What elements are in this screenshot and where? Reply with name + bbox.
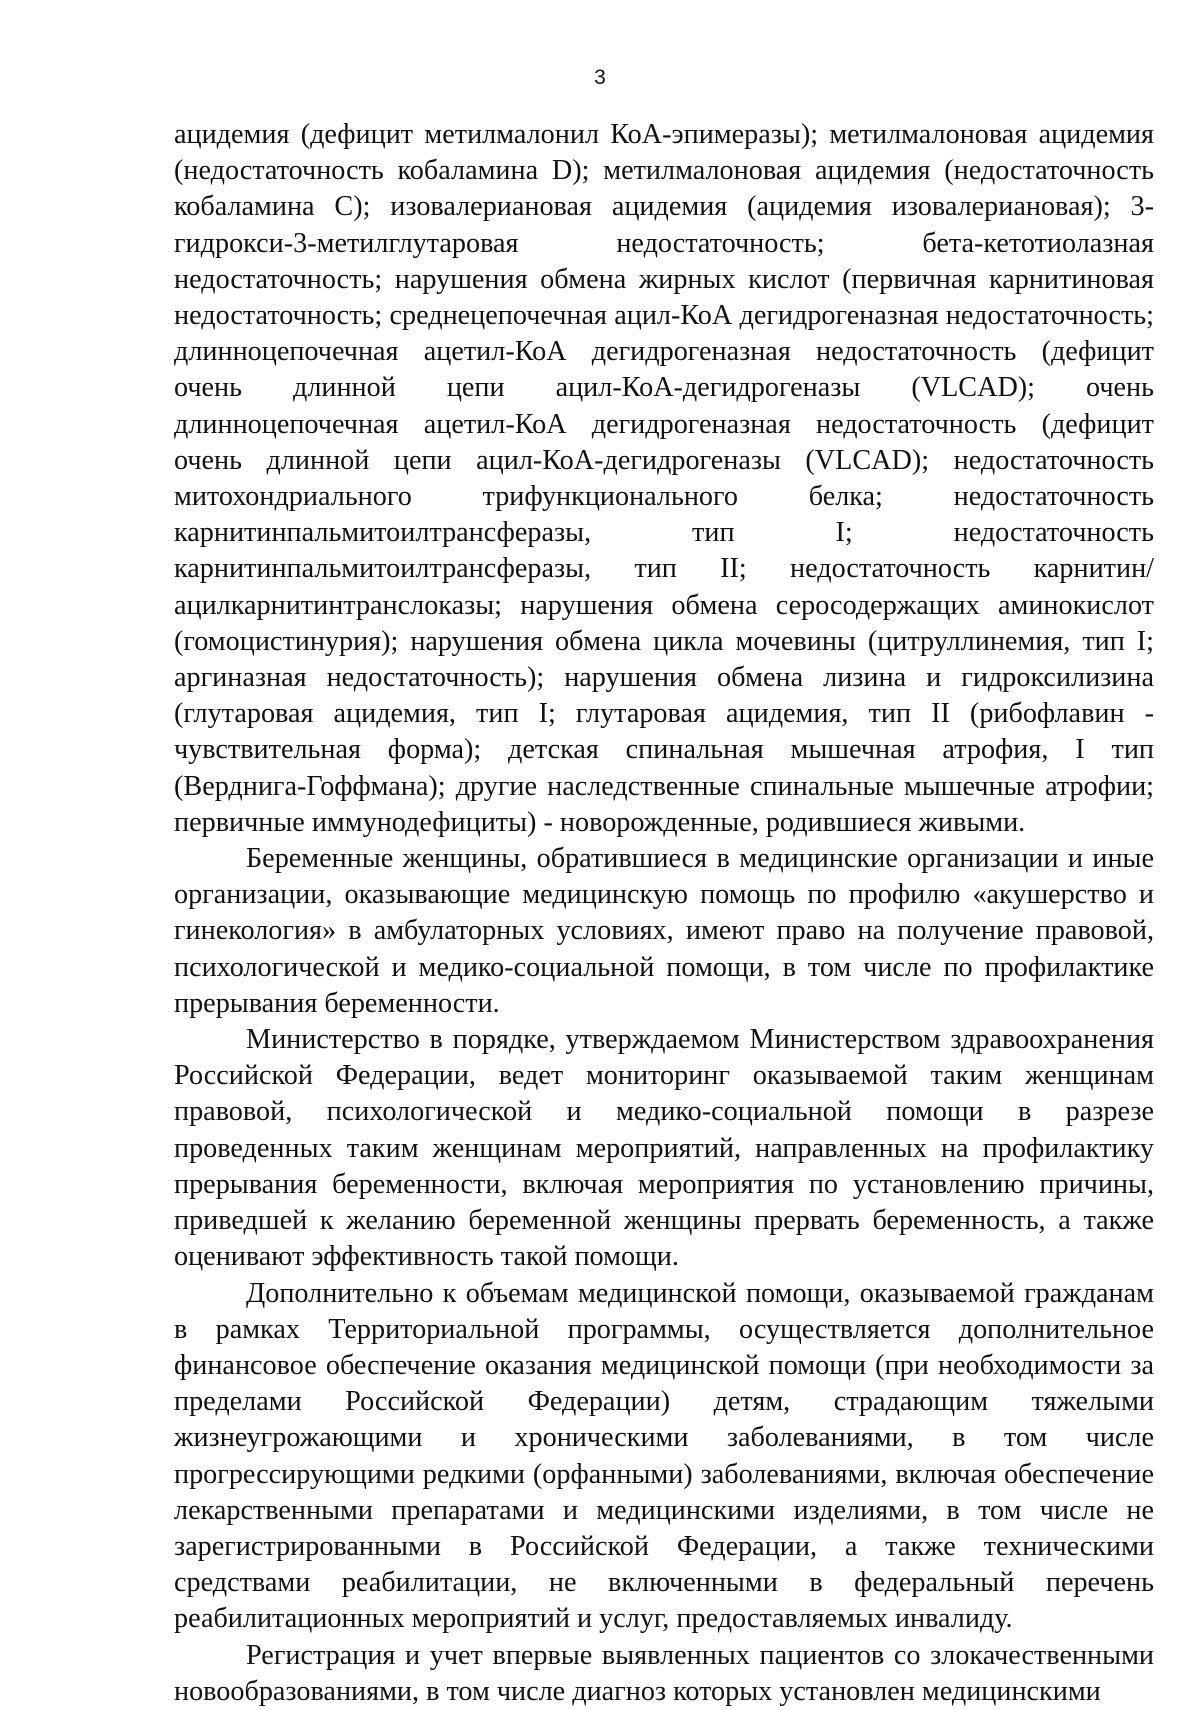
paragraph-pregnant-women-help: Беременные женщины, обратившиеся в медицинские организации и иные организации, оказывающие медицинскую помощь по профилю «акушерство и гинекология» в амбулаторных условиях, имеют право на получение правовой, психологической и медико-социальной помощи, в том числе по профилактике прерывания беременности.	[174, 843, 1154, 1019]
body-text	[174, 117, 1154, 1710]
paragraph-continued-disease-list: ацидемия (дефицит метилмалонил КоА-эпимеразы); метилмалоновая ацидемия (недостаточность кобаламина D); метилмалоновая ацидемия (недостаточность кобаламина C); изовалериановая ацидемия (ацидемия изовалериановая); 3-гидрокси-3-метилглутаровая недостаточность; бета-кетотиолазная недостаточность; нарушения обмена жирных кислот (первичная карнитиновая недостаточность; среднецепочечная ацил-КоА дегидрогеназная недостаточность; длинноцепочечная ацетил-КоА дегидрогеназная недостаточность (дефицит очень длинной цепи ацил-КоА-дегидрогеназы (VLCAD); очень длинноцепочечная ацетил-КоА дегидрогеназная недостаточность (дефицит очень длинной цепи ацил-КоА-дегидрогеназы (VLCAD); недостаточность митохондриального трифункционального белка; недостаточность карнитинпальмитоилтрансферазы, тип I; недостаточность карнитинпальмитоилтрансферазы, тип II; недостаточность карнитин/ацилкарнитинтранслоказы; нарушения обмена серосодержащих аминокислот (гомоцистинурия); нарушения обмена цикла мочевины (цитруллинемия, тип I; аргиназная недостаточность); нарушения обмена лизина и гидроксилизина (глутаровая ацидемия, тип I; глутаровая ацидемия, тип II (рибофлавин - чувствительная форма); детская спинальная мышечная атрофия, I тип (Верднига-Гоффмана); другие наследственные спинальные мышечные атрофии; первичные иммунодефициты) - новорожденные, родившиеся живыми.	[174, 119, 1154, 838]
page-number: 3	[594, 66, 606, 89]
paragraph-ministry-monitoring: Министерство в порядке, утверждаемом Министерством здравоохранения Российской Федерации, ведет мониторинг оказываемой таким женщинам правовой, психологической и медико-социальной помощи в разрезе проведенных таким женщинам мероприятий, направленных на профилактику прерывания беременности, включая мероприятия по установлению причины, приведшей к желанию беременной женщины прервать беременность, а также оценивают эффективность такой помощи.	[174, 1024, 1154, 1273]
paragraph-additional-financing: Дополнительно к объемам медицинской помощи, оказываемой гражданам в рамках Территориальной программы, осуществляется дополнительное финансовое обеспечение оказания медицинской помощи (при необходимости за пределами Российской Федерации) детям, страдающим тяжелыми жизнеугрожающими и хроническими заболеваниями, в том числе прогрессирующими редкими (орфанными) заболеваниями, включая обеспечение лекарственными препаратами и медицинскими изделиями, в том числе не зарегистрированными в Российской Федерации, а также техническими средствами реабилитации, не включенными в федеральный перечень реабилитационных мероприятий и услуг, предоставляемых инвалиду.	[174, 1277, 1154, 1635]
paragraph-cancer-registration: Регистрация и учет впервые выявленных пациентов со злокачественными новообразованиями, в том числе диагноз которых установлен медицинскими	[174, 1639, 1154, 1707]
